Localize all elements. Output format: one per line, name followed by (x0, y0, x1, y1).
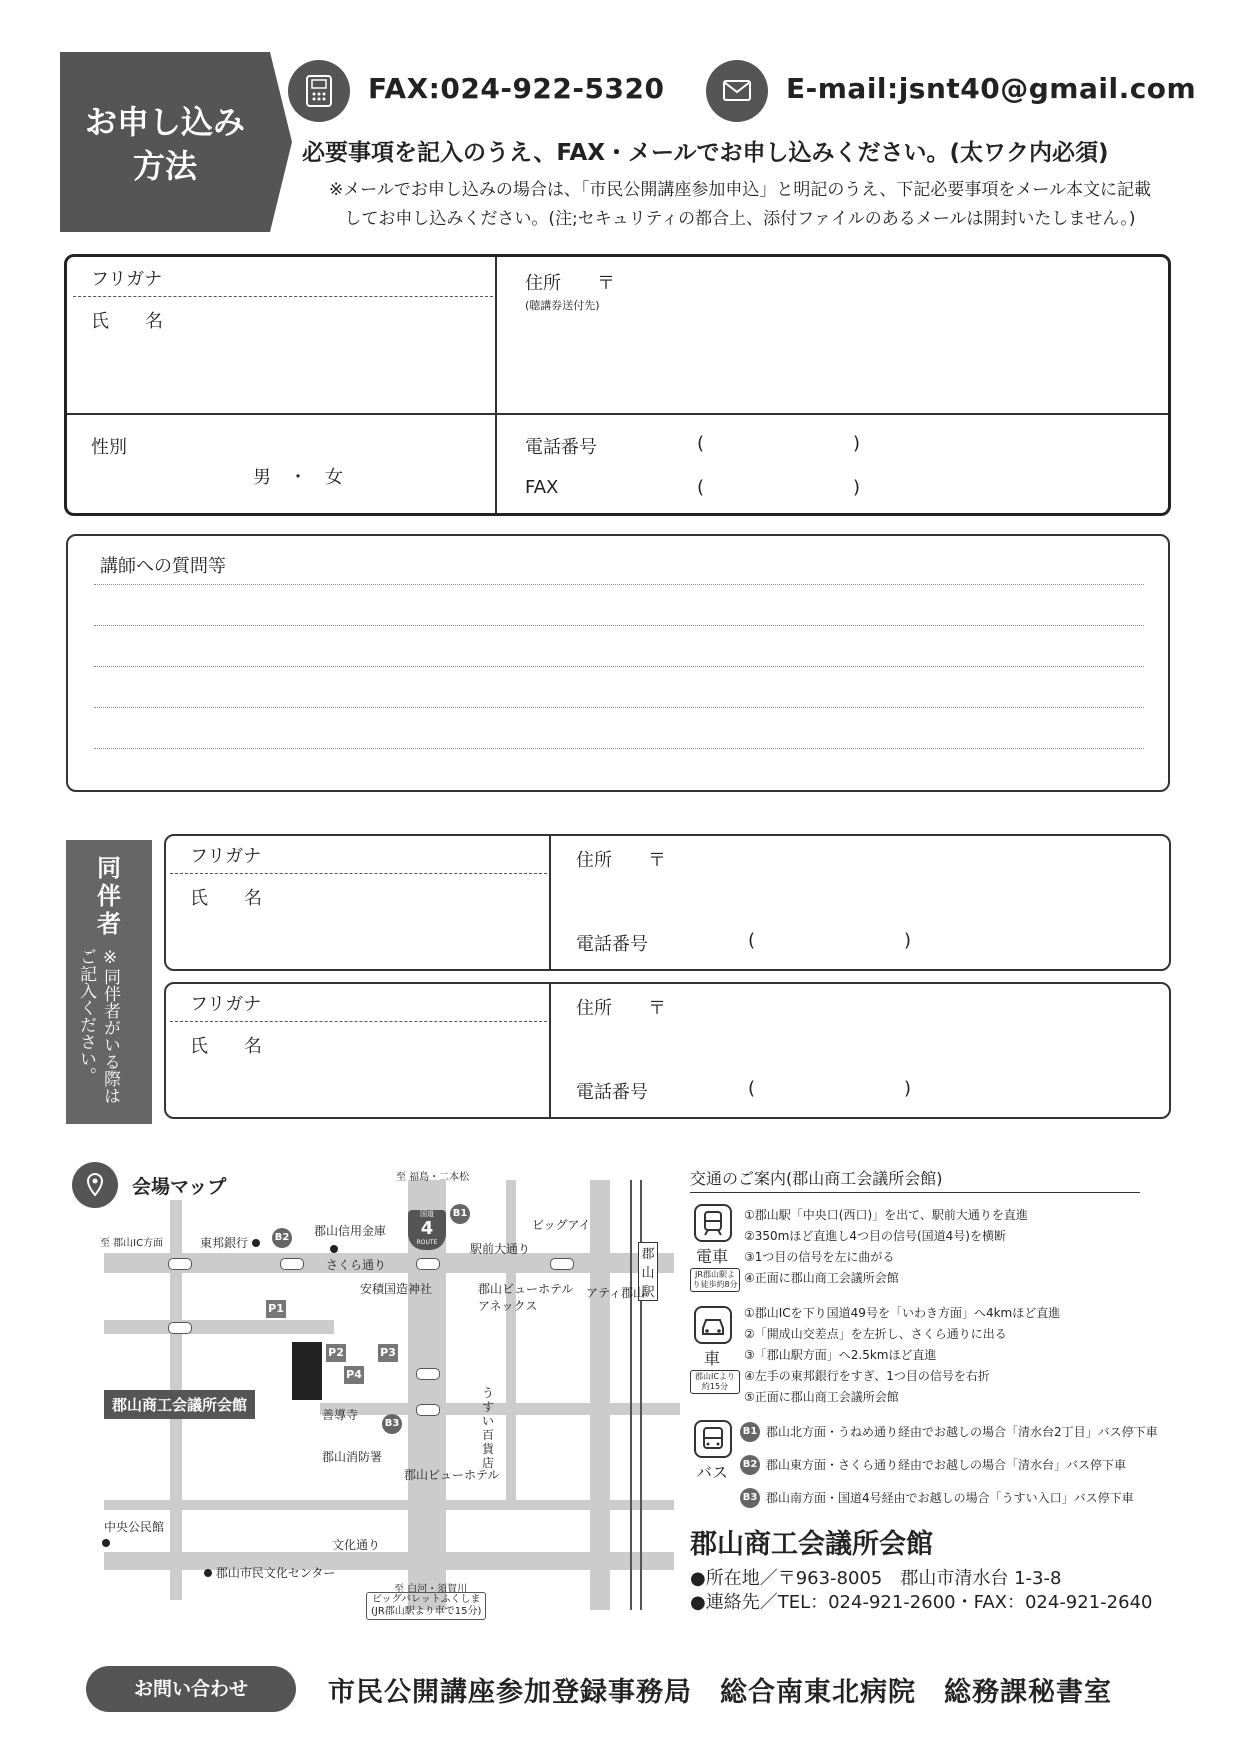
bus-step (740, 1422, 1158, 1455)
phone-paren-open: ( (697, 433, 705, 454)
bus-steps (740, 1422, 1158, 1521)
companion-title (66, 854, 152, 938)
signal-icon (280, 1258, 304, 1270)
car-step: ③「郡山駅方面」へ2.5kmほど直進 (744, 1348, 937, 1362)
furigana-separator (170, 1021, 547, 1022)
asaka-shrine-label: 安積国造神社 (360, 1282, 433, 1296)
bus-stop-mark: B1 (740, 1422, 760, 1442)
writing-line (94, 625, 1144, 626)
bigeye-label: ビッグアイ (532, 1218, 591, 1232)
method-title (70, 100, 260, 188)
to-fukushima: 至 福島・二本松 (396, 1172, 470, 1183)
address-label: 住所 〒 (576, 998, 666, 1019)
gender-options[interactable]: 男 ・ 女 (253, 467, 343, 488)
ekimae-road (320, 1403, 680, 1415)
questions-box[interactable] (66, 534, 1170, 792)
phone-paren-close: ) (904, 930, 912, 951)
car-step: ④左手の東邦銀行をすぎ、1つ目の信号を右折 (744, 1369, 990, 1383)
train-label: 電車 (695, 1247, 728, 1266)
big-palette-name: ビッグパレットふくしま (371, 1594, 481, 1605)
north-road (506, 1180, 516, 1510)
car-step: ⑤正面に郡山商工会議所会館 (744, 1390, 899, 1404)
companion-form-2 (164, 982, 1171, 1119)
fax-icon (288, 60, 350, 122)
toho-bank-label (200, 1234, 260, 1251)
car-time: 郡山ICより約15分 (690, 1370, 740, 1394)
ekimae-road-label: 駅前大通り (470, 1242, 531, 1256)
companion-title-2: 伴 (97, 882, 121, 910)
furigana-label: フリガナ (91, 269, 163, 290)
column-divider (549, 836, 551, 969)
bus-step (740, 1455, 1158, 1488)
zendoji-label: 善導寺 (322, 1408, 359, 1422)
to-ic: 至 郡山IC方面 (100, 1238, 164, 1249)
address-field[interactable] (507, 317, 1157, 407)
method-title-line2: 方法 (132, 147, 197, 185)
name-field[interactable] (75, 327, 490, 407)
east-road (590, 1180, 610, 1610)
name-field[interactable] (172, 906, 542, 966)
bus-stop-b2: B2 (272, 1228, 292, 1248)
writing-line (94, 584, 1144, 585)
usui-label: うすい百貨店 (482, 1386, 495, 1470)
place-dot-mark (330, 1245, 338, 1253)
fax-number: FAX:024-922-5320 (368, 72, 665, 105)
row-divider (67, 413, 1168, 415)
train-steps (744, 1206, 1028, 1290)
writing-line (94, 748, 1144, 749)
bunka-road (104, 1552, 674, 1570)
inquiry-text: 市民公開講座参加登録事務局 総合南東北病院 総務課秘書室 (328, 1677, 1112, 1708)
parking-p3: P3 (378, 1344, 398, 1362)
bus-label: バス (695, 1463, 728, 1482)
train-step: ②350mほど直進し4つ目の信号(国道4号)を横断 (744, 1229, 1006, 1243)
phone-paren-open: ( (748, 930, 756, 951)
instruction-lead: 必要事項を記入のうえ、FAX・メールでお申し込みください。(太ワク内必須) (302, 140, 1109, 166)
venue-address: ●所在地／〒963-8005 郡山市清水台 1-3-8 (690, 1568, 1062, 1589)
instruction-note (300, 176, 1180, 234)
bus-step-text: 郡山南方面・国道4号経由でお越しの場合「うすい入口」バス停下車 (766, 1491, 1134, 1505)
bunka-road-label: 文化通り (332, 1538, 381, 1552)
bunka-center-text: 郡山市民文化センター (215, 1566, 336, 1580)
fire-station-label: 郡山消防署 (322, 1450, 383, 1464)
address-label: 住所 〒 (576, 850, 666, 871)
applicant-form (64, 254, 1171, 516)
route-number: 4 (420, 1218, 434, 1239)
signal-icon (168, 1322, 192, 1334)
bus-stop-b1: B1 (450, 1204, 470, 1224)
shinkin-label: 郡山信用金庫 (314, 1224, 387, 1238)
phone-label: 電話番号 (525, 437, 597, 458)
car-step: ②「開成山交差点」を左折し、さくら通りに出る (744, 1327, 1007, 1341)
train-step: ④正面に郡山商工会議所会館 (744, 1271, 899, 1285)
inquiry-label: お問い合わせ (86, 1666, 296, 1712)
note-line1: ※メールでお申し込みの場合は、「市民公開講座参加申込」と明記のうえ、下記必要事項をメール本文に記載 (328, 180, 1152, 200)
fax-paren-open: ( (697, 477, 705, 498)
email-address[interactable]: E-mail:jsnt40@gmail.com (786, 72, 1197, 105)
station-label: 郡山駅 (638, 1242, 658, 1301)
place-dot (252, 1239, 260, 1247)
writing-line (94, 707, 1144, 708)
companion-note: ※同伴者がいる際はご記入ください。 (76, 948, 120, 1104)
place-dot (330, 1242, 338, 1256)
companion-side-label (66, 840, 152, 1124)
car-label: 車 (703, 1349, 720, 1368)
address-note: (聴講券送付先) (525, 299, 600, 312)
signal-icon (416, 1404, 440, 1416)
kominkan-label: 中央公民館 (104, 1520, 165, 1534)
venue-map (70, 1160, 680, 1620)
place-dot (102, 1536, 110, 1550)
route-sub: ROUTE (416, 1239, 438, 1246)
bus-icon (694, 1420, 732, 1458)
route-label: 国道 (420, 1210, 434, 1218)
phone-paren-open: ( (748, 1078, 756, 1099)
method-title-line1: お申し込み (84, 103, 245, 141)
phone-paren-close: ) (853, 433, 861, 454)
address-field[interactable] (556, 872, 1156, 922)
to-shirakawa: 至 白河・須賀川 (394, 1584, 468, 1595)
side-road (104, 1320, 334, 1334)
name-label: 氏 名 (91, 311, 163, 332)
place-dot-mark (102, 1539, 110, 1547)
train-step: ③1つ目の信号を左に曲がる (744, 1250, 895, 1264)
name-field[interactable] (172, 1054, 542, 1114)
train-time: JR郡山駅より徒歩約8分 (690, 1268, 740, 1292)
car-icon (694, 1306, 732, 1344)
map-pin-icon (72, 1162, 118, 1208)
questions-label: 講師への質問等 (100, 556, 226, 577)
sakura-road-label: さくら通り (326, 1258, 387, 1272)
address-label: 住所 〒 (525, 273, 615, 294)
fax-paren-close: ) (853, 477, 861, 498)
signal-icon (168, 1258, 192, 1270)
parking-p1: P1 (266, 1300, 286, 1318)
bus-step (740, 1488, 1158, 1521)
address-field[interactable] (556, 1020, 1156, 1070)
train-step: ①郡山駅「中央口(西口)」を出て、駅前大通りを直進 (744, 1208, 1028, 1222)
phone-label: 電話番号 (576, 934, 648, 955)
big-palette-note: (JR郡山駅より車で15分) (371, 1606, 482, 1617)
furigana-label: フリガナ (190, 846, 262, 867)
venue-contact: ●連絡先／TEL：024-921-2600・FAX：024-921-2640 (690, 1592, 1153, 1613)
phone-label: 電話番号 (576, 1082, 648, 1103)
bunka-center-label (204, 1564, 335, 1581)
bus-step-text: 郡山東方面・さくら通り経由でお越しの場合「清水台」バス停下車 (766, 1458, 1127, 1472)
writing-line (94, 666, 1144, 667)
signal-icon (416, 1368, 440, 1380)
parking-p4: P4 (344, 1366, 364, 1384)
car-steps (744, 1304, 1060, 1409)
bus-stop-mark: B2 (740, 1455, 760, 1475)
access-title-underline (690, 1192, 1140, 1193)
train-icon (694, 1204, 732, 1242)
venue-building (292, 1342, 322, 1400)
bus-step-text: 郡山北方面・うねめ通り経由でお越しの場合「清水台2丁目」バス停下車 (766, 1425, 1158, 1439)
map-title: 会場マップ (132, 1176, 227, 1198)
toho-bank-text: 東邦銀行 (200, 1236, 249, 1250)
companion-title-3: 者 (97, 910, 121, 938)
venue-marker: 郡山商工会議所会館 (104, 1390, 255, 1419)
bus-stop-b3: B3 (382, 1414, 402, 1434)
companion-title-1: 同 (97, 854, 121, 882)
venue-name: 郡山商工会議所会館 (690, 1529, 933, 1560)
fax-label: FAX (525, 477, 559, 498)
route4-shield (408, 1210, 446, 1250)
name-label: 氏 名 (190, 1036, 262, 1057)
gender-label: 性別 (91, 437, 127, 458)
atti-label: アティ郡山 (586, 1286, 646, 1300)
column-divider (549, 984, 551, 1117)
view-hotel-label: 郡山ビューホテル (404, 1468, 500, 1482)
signal-icon (416, 1258, 440, 1270)
big-palette-box (366, 1592, 486, 1620)
name-label: 氏 名 (190, 888, 262, 909)
furigana-label: フリガナ (190, 994, 262, 1015)
furigana-separator (73, 296, 493, 297)
view-annex-label: 郡山ビューホテル アネックス (478, 1282, 574, 1313)
minor-road (104, 1500, 674, 1510)
car-step: ①郡山ICを下り国道49号を「いわき方面」へ4kmほど直進 (744, 1306, 1061, 1320)
place-dot-mark (204, 1569, 212, 1577)
furigana-separator (170, 873, 547, 874)
note-line2: してお申し込みください。(注;セキュリティの都合上、添付ファイルのあるメールは開封いたしません。) (344, 209, 1136, 229)
phone-paren-close: ) (904, 1078, 912, 1099)
mail-icon (706, 60, 768, 122)
access-title: 交通のご案内(郡山商工会議所会館) (690, 1169, 943, 1188)
parking-p2: P2 (326, 1344, 346, 1362)
signal-icon (550, 1258, 574, 1270)
bus-stop-mark: B3 (740, 1488, 760, 1508)
companion-form-1 (164, 834, 1171, 971)
column-divider (495, 257, 497, 513)
